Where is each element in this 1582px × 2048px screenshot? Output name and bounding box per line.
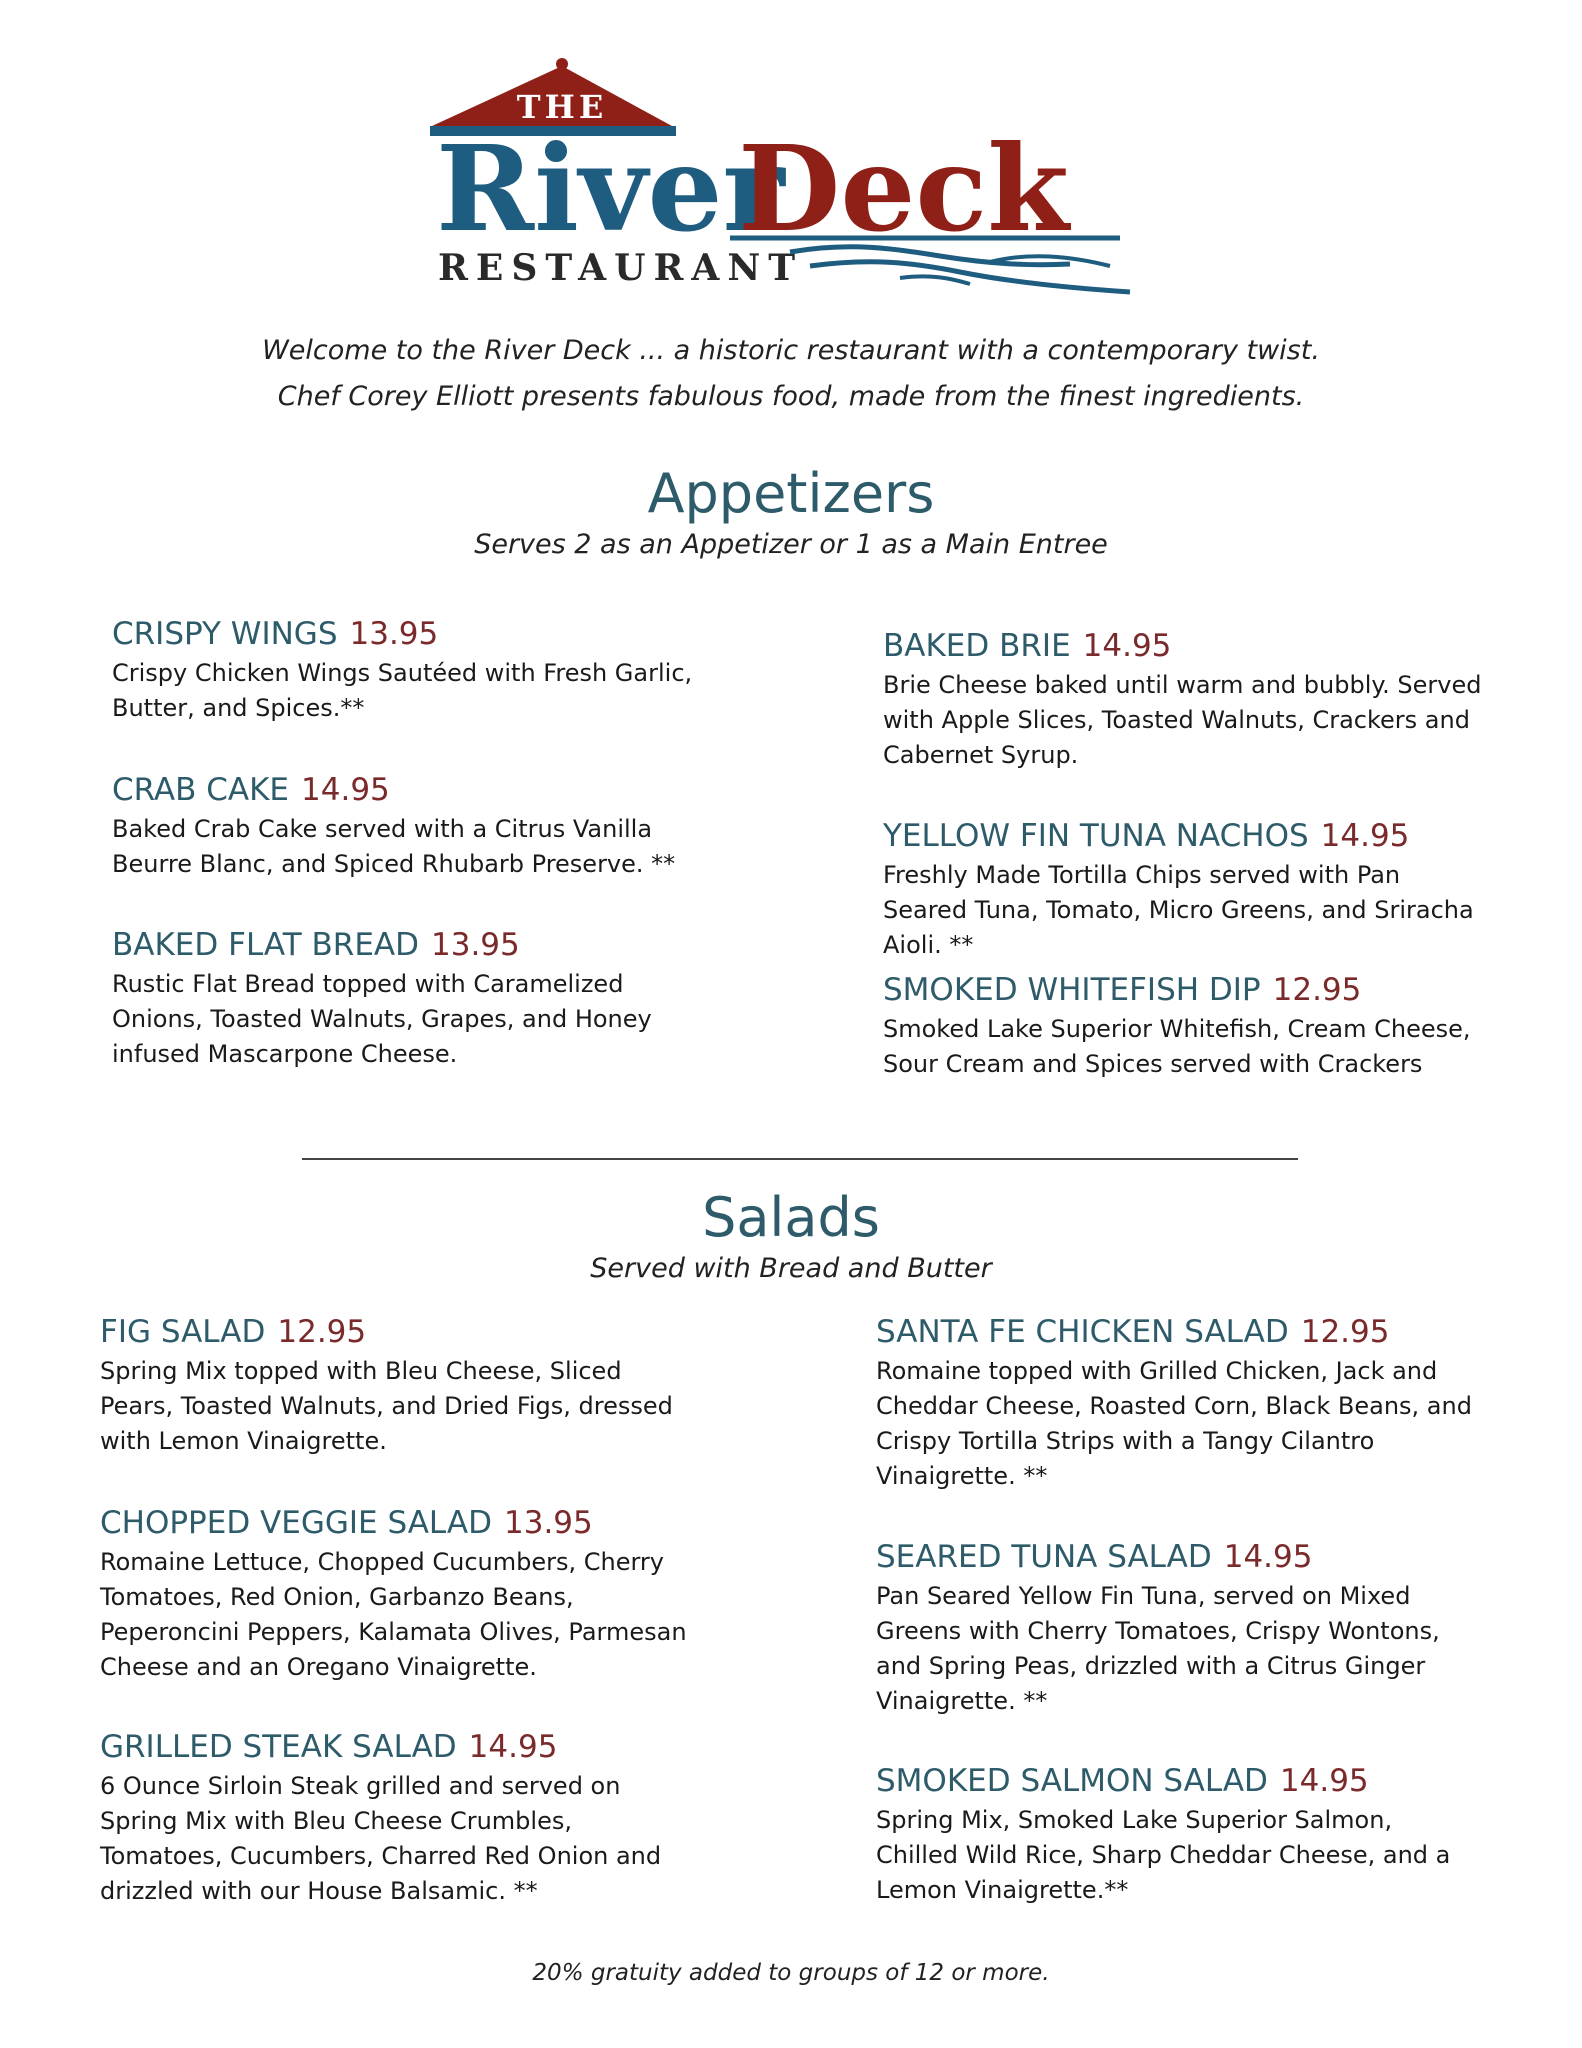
item-description: Pan Seared Yellow Fin Tuna, served on Mixed Greens with Cherry Tomatoes, Crispy Wontons, and Spring Peas, drizzled with a Citrus Ginger Vinaigrette. ** <box>876 1582 1440 1715</box>
item-description: 6 Ounce Sirloin Steak grilled and served on Spring Mix with Bleu Cheese Crumbles, Tomatoes, Cucumbers, Charred Red Onion and drizzled with our House Balsamic. ** <box>100 1772 662 1905</box>
item-price: 13.95 <box>504 1505 593 1541</box>
salads-subtitle: Served with Bread and Butter <box>590 1253 992 1284</box>
item-price: 14.95 <box>1320 818 1410 854</box>
menu-item <box>876 1537 1476 1719</box>
river-deck-logo-icon <box>430 52 1150 302</box>
item-price: 14.95 <box>1223 1539 1313 1575</box>
item-price: 14.95 <box>468 1729 558 1765</box>
logo-deck: Deck <box>738 119 1070 258</box>
item-description: Freshly Made Tortilla Chips served with Pan Seared Tuna, Tomato, Micro Greens, and Sriracha Aioli. ** <box>883 861 1474 959</box>
item-description: Spring Mix topped with Bleu Cheese, Sliced Pears, Toasted Walnuts, and Dried Figs, dressed with Lemon Vinaigrette. <box>100 1357 673 1455</box>
item-price: 12.95 <box>1272 972 1362 1008</box>
item-description: Spring Mix, Smoked Lake Superior Salmon, Chilled Wild Rice, Sharp Cheddar Cheese, and a Lemon Vinaigrette.** <box>876 1806 1451 1904</box>
menu-item <box>112 770 712 882</box>
menu-item <box>883 816 1483 963</box>
wave-2 <box>810 262 1130 292</box>
menu-item <box>100 1312 700 1459</box>
logo-the: THE <box>516 88 608 126</box>
item-price: 12.95 <box>1300 1314 1390 1350</box>
item-name: GRILLED STEAK SALAD <box>100 1729 457 1765</box>
item-price: 13.95 <box>431 927 520 963</box>
appetizers-title: Appetizers <box>647 462 935 525</box>
item-name: SANTA FE CHICKEN SALAD <box>876 1314 1289 1350</box>
item-price: 14.95 <box>301 772 390 808</box>
item-description: Romaine topped with Grilled Chicken, Jack and Cheddar Cheese, Roasted Corn, Black Beans, and Crispy Tortilla Strips with a Tangy Cilantro Vinaigrette. ** <box>876 1357 1472 1490</box>
item-name: BAKED FLAT BREAD <box>112 927 419 963</box>
item-description: Brie Cheese baked until warm and bubbly. Served with Apple Slices, Toasted Walnuts, Crackers and Cabernet Syrup. <box>883 671 1482 769</box>
item-description: Crispy Chicken Wings Sautéed with Fresh Garlic, Butter, and Spices.** <box>112 659 693 722</box>
intro-line-1: Welcome to the River Deck ... a historic restaurant with a contemporary twist. <box>262 335 1320 366</box>
menu-item <box>112 925 712 1072</box>
item-price: 14.95 <box>1279 1763 1369 1799</box>
item-name: CRAB CAKE <box>112 772 290 808</box>
item-price: 13.95 <box>349 616 439 652</box>
intro-line-2: Chef Corey Elliott presents fabulous food, made from the finest ingredients. <box>277 381 1305 412</box>
item-price: 12.95 <box>277 1314 367 1350</box>
menu-item <box>876 1761 1476 1908</box>
salads-title: Salads <box>702 1186 880 1249</box>
item-name: CRISPY WINGS <box>112 616 338 652</box>
item-name: FIG SALAD <box>100 1314 266 1350</box>
item-description: Smoked Lake Superior Whitefish, Cream Cheese, Sour Cream and Spices served with Crackers <box>883 1015 1471 1078</box>
item-price: 14.95 <box>1082 628 1172 664</box>
logo-river: River <box>436 119 785 258</box>
logo-restaurant: RESTAURANT <box>438 247 804 289</box>
item-name: SEARED TUNA SALAD <box>876 1539 1212 1575</box>
item-name: CHOPPED VEGGIE SALAD <box>100 1505 492 1541</box>
menu-item <box>883 970 1483 1082</box>
item-description: Rustic Flat Bread topped with Caramelized Onions, Toasted Walnuts, Grapes, and Honey infused Mascarpone Cheese. <box>112 970 652 1068</box>
gratuity-note: 20% gratuity added to groups of 12 or more. <box>532 1960 1050 1986</box>
menu-item <box>876 1312 1476 1494</box>
intro-text <box>0 328 1582 420</box>
section-divider <box>302 1158 1298 1160</box>
menu-item <box>100 1727 700 1909</box>
restaurant-logo <box>430 52 1150 302</box>
menu-item <box>883 626 1483 773</box>
item-name: BAKED BRIE <box>883 628 1071 664</box>
item-name: YELLOW FIN TUNA NACHOS <box>883 818 1309 854</box>
appetizers-subtitle: Serves 2 as an Appetizer or 1 as a Main Entree <box>474 529 1108 560</box>
wave-3 <box>900 276 970 284</box>
item-name: SMOKED SALMON SALAD <box>876 1763 1268 1799</box>
menu-item <box>100 1503 700 1685</box>
item-name: SMOKED WHITEFISH DIP <box>883 972 1261 1008</box>
item-description: Baked Crab Cake served with a Citrus Vanilla Beurre Blanc, and Spiced Rhubarb Preserve. ** <box>112 815 676 878</box>
item-description: Romaine Lettuce, Chopped Cucumbers, Cherry Tomatoes, Red Onion, Garbanzo Beans, Peperoncini Peppers, Kalamata Olives, Parmesan Cheese and an Oregano Vinaigrette. <box>100 1548 687 1681</box>
menu-item <box>112 614 712 726</box>
